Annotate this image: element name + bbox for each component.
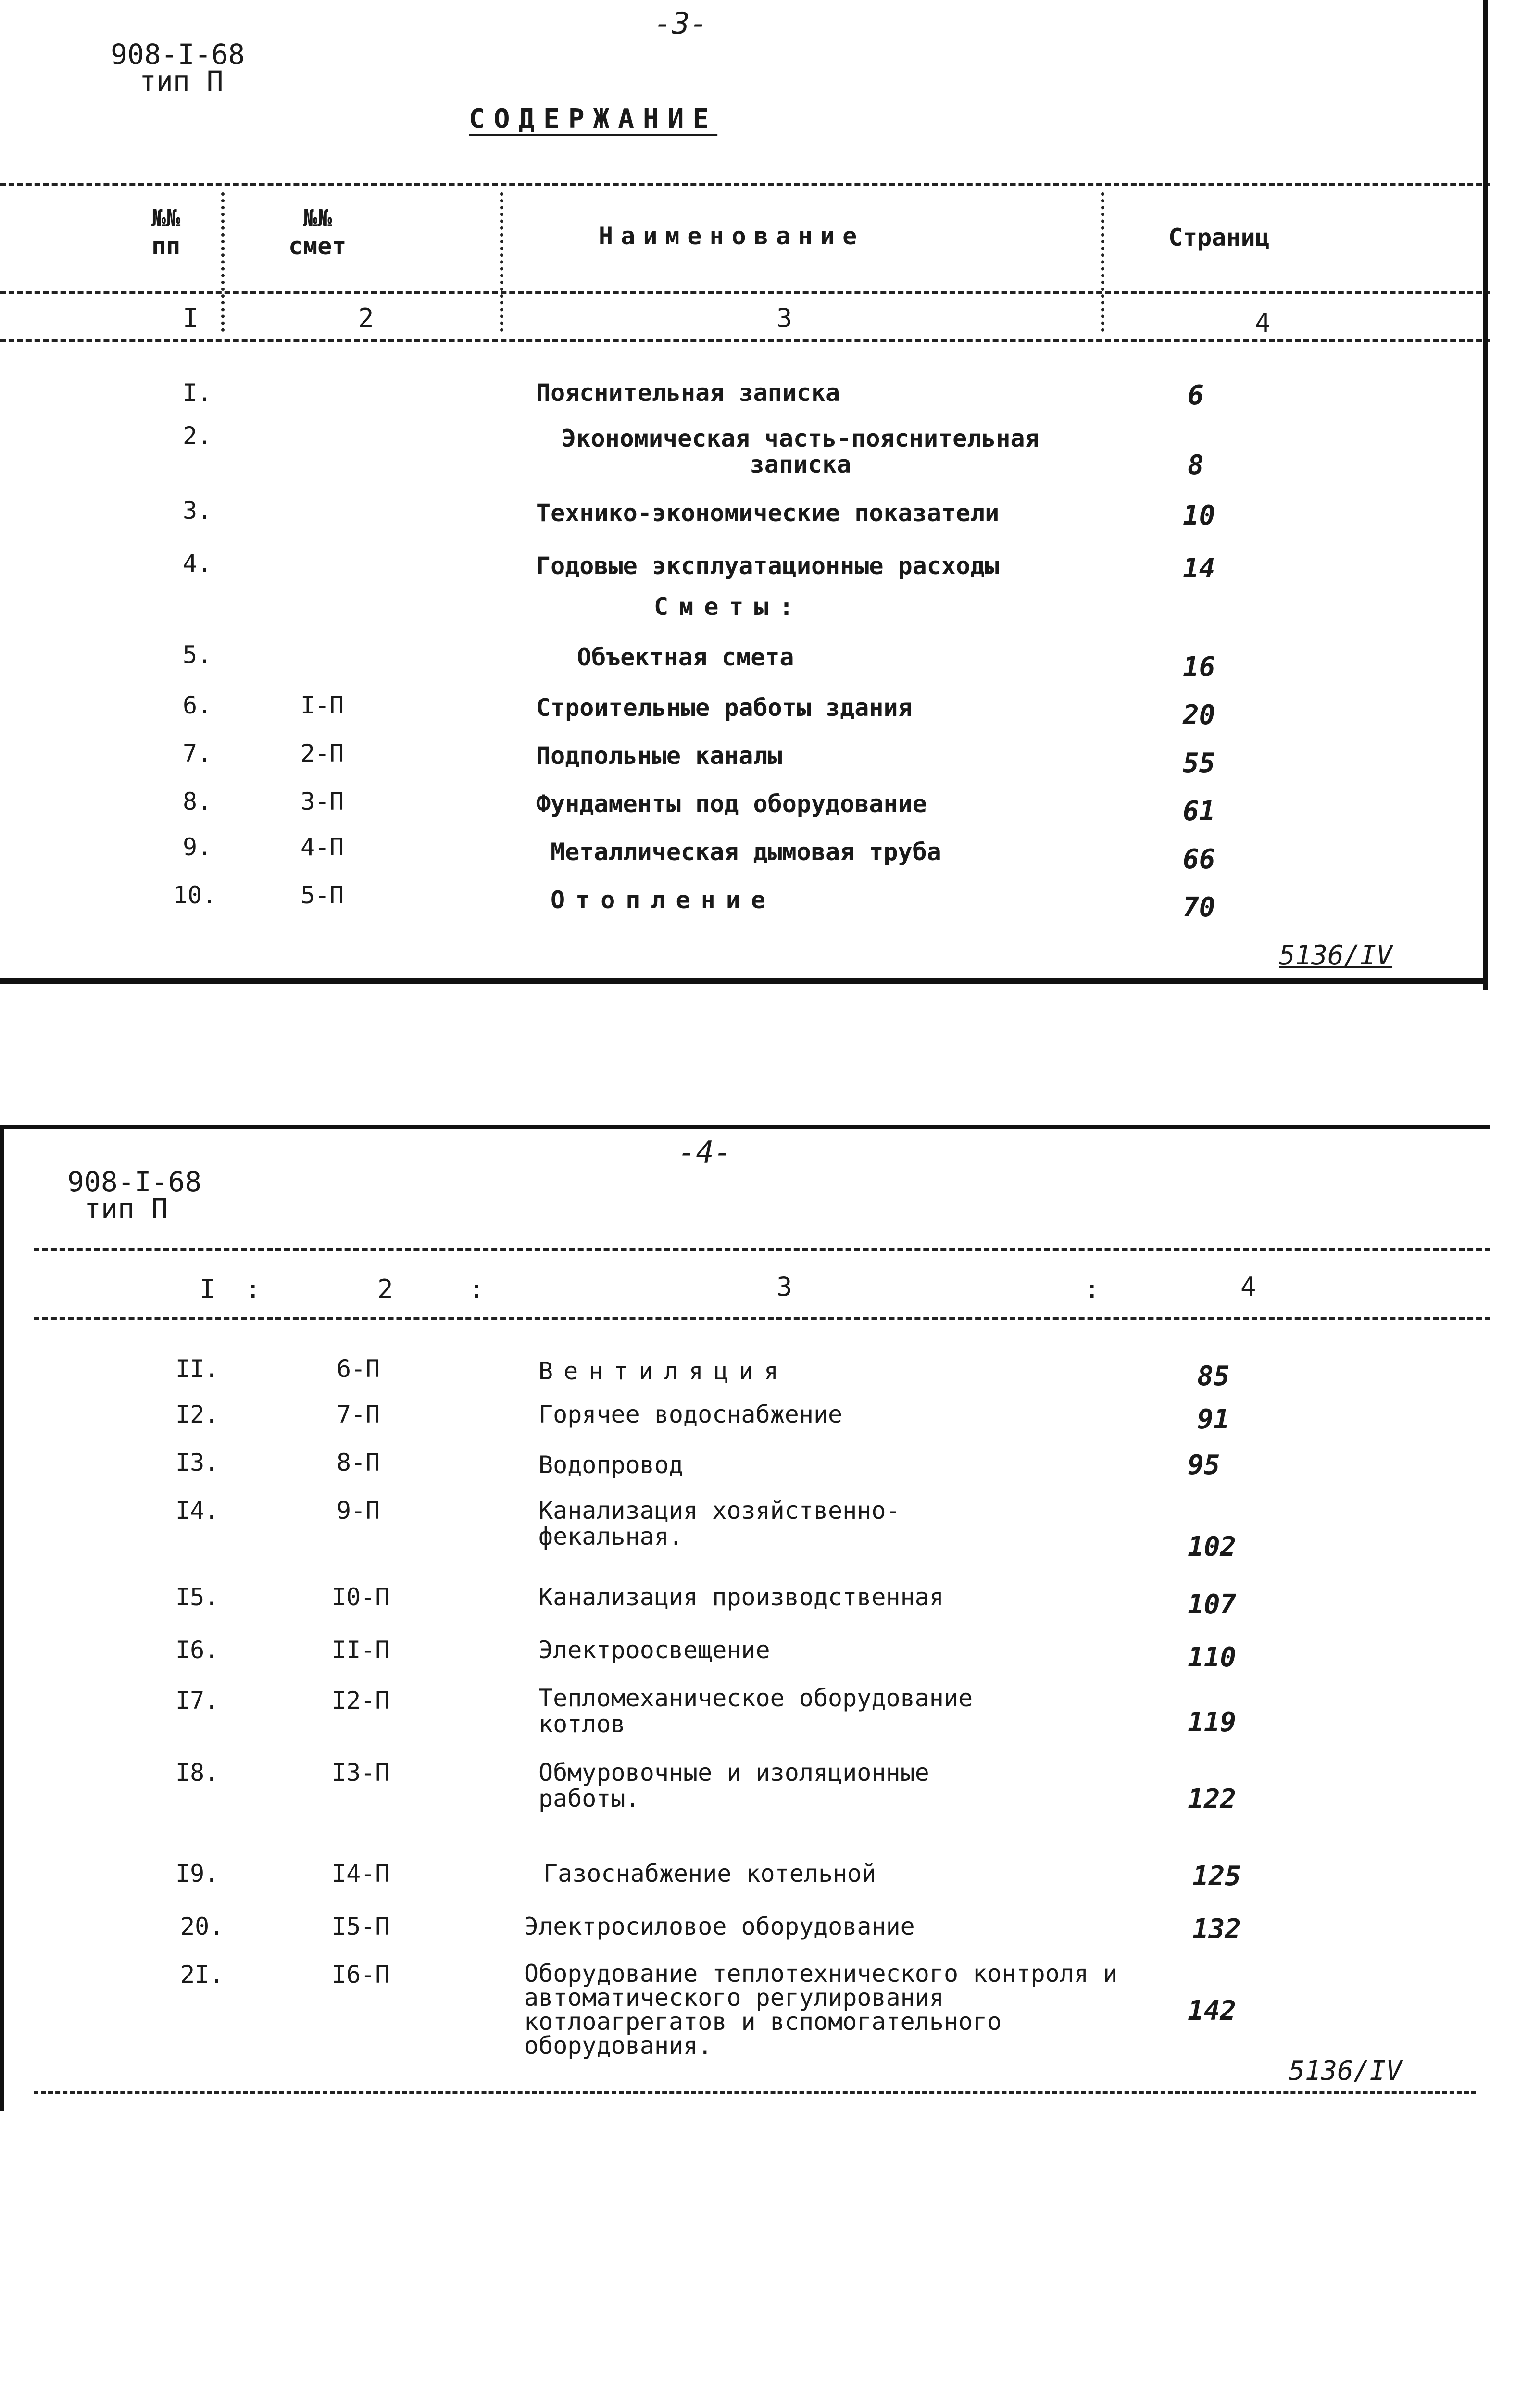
column-number-2: 2 bbox=[377, 1274, 393, 1304]
column-number-1: I bbox=[183, 303, 199, 333]
header-pages: Страниц bbox=[1168, 224, 1270, 251]
page-number: -4- bbox=[678, 1135, 732, 1170]
contents-page-4: -4- 908-I-68 тип П I : 2 : 3 : 4 II. 6-П Вентиляция 85 I2. 7-П Горячее водоснабжение 91 I3. 8-П Водопровод 95 I4. 9-П Канализация хозяйственно-фекальная. 102 I5. I0-П Канализация производственная 107 I6. II-П Электроосвещение 110 I7. I2-П Тепломеханическое оборудование котлов 119 I8. I3-П Обмуровочные и изоляционные работы. 122 I9. I4-П Газоснабжение котельной 125 20. I5-П Электросиловое оборудование 132 2I. I6-П Оборудование теплотехнического контроля и автоматического регулирования котлоагрегатов и вспомогательного оборудования. 142 5136/IV bbox=[0, 1125, 1540, 2115]
column-separator bbox=[1101, 192, 1104, 332]
header-name: Наименование bbox=[599, 222, 865, 250]
column-separator bbox=[500, 192, 503, 332]
column-number-3: 3 bbox=[776, 303, 792, 333]
table-top-rule bbox=[34, 1248, 1490, 1251]
archive-signature: 5136/IV bbox=[1289, 2055, 1402, 2087]
column-number-4: 4 bbox=[1240, 1272, 1256, 1302]
page-border-bottom bbox=[0, 978, 1488, 984]
column-separator: : bbox=[245, 1274, 261, 1304]
document-code-number: 908-I-68 bbox=[67, 1165, 202, 1198]
document-code-number: 908-I-68 bbox=[111, 38, 245, 71]
document-code bbox=[111, 38, 245, 98]
column-number-rule bbox=[34, 1317, 1490, 1320]
column-number-1: I bbox=[200, 1274, 215, 1304]
page-border-top bbox=[0, 1125, 1490, 1129]
column-separator bbox=[221, 192, 225, 332]
page-border-right bbox=[1483, 0, 1488, 990]
header-row-number: №№ пп bbox=[151, 204, 181, 260]
document-code-type: тип П bbox=[139, 65, 224, 98]
document-code-type: тип П bbox=[84, 1192, 168, 1225]
page-border-left bbox=[0, 1125, 4, 2111]
header-estimate-number: №№ смет bbox=[288, 204, 347, 260]
page-title: СОДЕРЖАНИЕ bbox=[469, 103, 718, 135]
column-number-2: 2 bbox=[358, 303, 374, 333]
column-separator: : bbox=[469, 1274, 485, 1304]
column-separator: : bbox=[1084, 1274, 1100, 1304]
document-code bbox=[67, 1165, 202, 1225]
contents-page-3: -3- 908-I-68 тип П СОДЕРЖАНИЕ №№ пп №№ смет Наименование Страниц I 2 3 4 I. Пояснительная записка 6 2. Экономическая часть-пояснительная записка 8 3. Технико-экономические показатели 10 4. Годовые эксплуатационные расходы 14 Сметы: 5. Объектная смета 16 6. I-П Строительные работы здания 20 7. 2-П Подпольные каналы 55 8. 3-П Фундаменты под оборудование 61 9. 4-П Металлическая дымовая труба 66 10. 5-П Отопление 70 5136/IV bbox=[0, 0, 1540, 1000]
column-number-3: 3 bbox=[776, 1272, 792, 1302]
page-bottom-rule bbox=[34, 2091, 1476, 2094]
archive-signature: 5136/IV bbox=[1279, 940, 1393, 971]
page-number: -3- bbox=[654, 6, 708, 41]
column-number-4: 4 bbox=[1255, 308, 1271, 338]
column-number-rule bbox=[0, 339, 1490, 342]
table-top-rule bbox=[0, 183, 1490, 186]
